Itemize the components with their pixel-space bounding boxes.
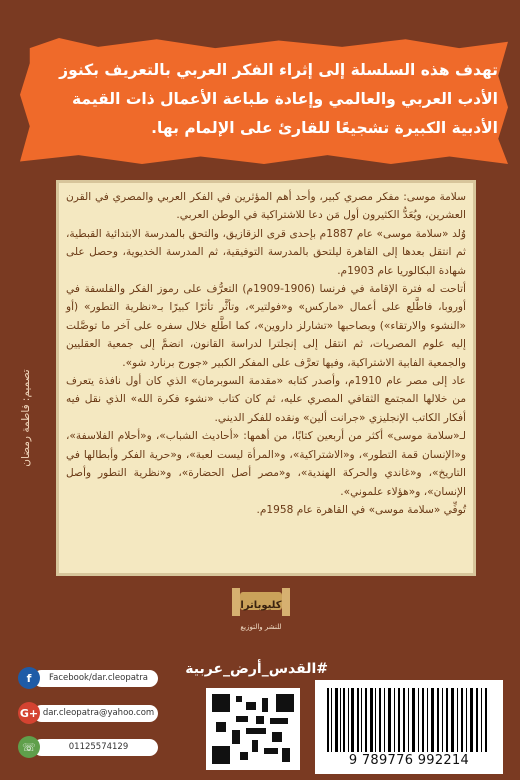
biography-paragraph: سلامة موسى: مفكر مصري كبير، وأحد أهم المؤثرين في الفكر العربي والمصري في القرن العشرين، ويُعَدُّ الكثيرون أول مَن دعا للاشتراكية في الوطن العربي. [66, 191, 466, 222]
biography-paragraph: لـ«سلامة موسى» أكثر من أربعين كتابًا، من أهمها: «أحاديث الشباب»، و«أحلام الفلاسفة»، و«الإنسان قمة التطور»، و«الاشتراكية»، و«المرأة ليست لعبة»، و«حرية الفكر وأبطالها في التاريخ»، و«غاندي والحركة الهندية»، و«مصر أصل الحضارة»، و«نظرية التطور وأصل الإنسان»، و«هؤلاء علموني». [66, 430, 466, 498]
biography-paragraph: عاد إلى مصر عام 1910م، وأصدر كتابه «مقدمة السوبرمان» الذي كان أول نافذة يتعرف من خلالها المجتمع الثقافي المصري عليه، ثم كان كتاب «نشوء فكرة الله» الذي نقل فيه أفكار الكاتب الإنجليزي «جرانت ألين» ونقده للفكر الديني. [66, 375, 466, 424]
biography-text [66, 188, 466, 519]
phone-icon: ☏ [18, 736, 40, 758]
qr-code[interactable] [206, 688, 300, 770]
barcode-bars [327, 688, 489, 752]
banner-line: الأدبية الكبيرة تشجيعًا للقارئ على الإلمام بها. [151, 119, 498, 137]
biography-paragraph: أتاحت له فترة الإقامة في فرنسا (1906-1909م) التعرُّف على رموز الفكر والفلسفة في أوروبا، فاطَّلع على أعمال «ماركس» و«فولتير»، وتأثَّر تأثرًا كبيرًا بـ«نظرية التطور» (أو «النشوء والارتقاء») وبصاحبها «تشارلز داروين»، كما اطَّلع خلال سفره على آخر ما توصَّلت إليه علوم المصريات، ثم انتقل إلى إنجلترا لدراسة القانون، انضمَّ إلى جمعية العقليين والجمعية الفابية الاشتراكية، وفيها تعرَّف على المفكر الكبير «جورج برنارد شو». [66, 283, 466, 369]
google-plus-icon: G+ [18, 702, 40, 724]
publisher-name: كليوباترا [240, 600, 282, 611]
publisher-subtitle: للنشر والتوزيع [240, 623, 282, 631]
facebook-contact[interactable] [18, 666, 176, 690]
biography-paragraph: تُوفِّي «سلامة موسى» في القاهرة عام 1958م. [256, 503, 466, 516]
designer-credit [11, 360, 41, 490]
banner-line: تهدف هذه السلسلة إلى إثراء الفكر العربي بالتعريف بكنوز [59, 61, 498, 79]
hashtag-text: #القدس_أرض_عربية [185, 661, 328, 677]
banner-line: الأدب العربي والعالمي وإعادة طباعة الأعمال ذات القيمة [72, 90, 498, 108]
isbn-barcode[interactable] [315, 680, 503, 774]
phone-contact[interactable] [18, 735, 176, 759]
facebook-icon: f [18, 667, 40, 689]
email-link[interactable]: dar.cleopatra@yahoo.com [33, 705, 158, 722]
phone-number[interactable]: 01125574129 [33, 739, 158, 756]
biography-paragraph: وُلد «سلامة موسى» عام 1887م بإحدى قرى الزقازيق، والتحق بالمدرسة الابتدائية القبطية، ثم انتقل بعدها إلى القاهرة ليلتحق بالمدرسة التوفيقية، ثم المدرسة الخديوية، وحصل على شهادة البكالوريا عام 1903م. [66, 227, 466, 277]
isbn-number: 9 789776 992214 [348, 753, 470, 768]
facebook-link[interactable]: Facebook/dar.cleopatra [33, 670, 158, 687]
series-banner-text [40, 56, 498, 143]
designer-credit-text: تصميم: فاطمة رمضان [20, 369, 32, 467]
email-contact[interactable] [18, 701, 176, 725]
